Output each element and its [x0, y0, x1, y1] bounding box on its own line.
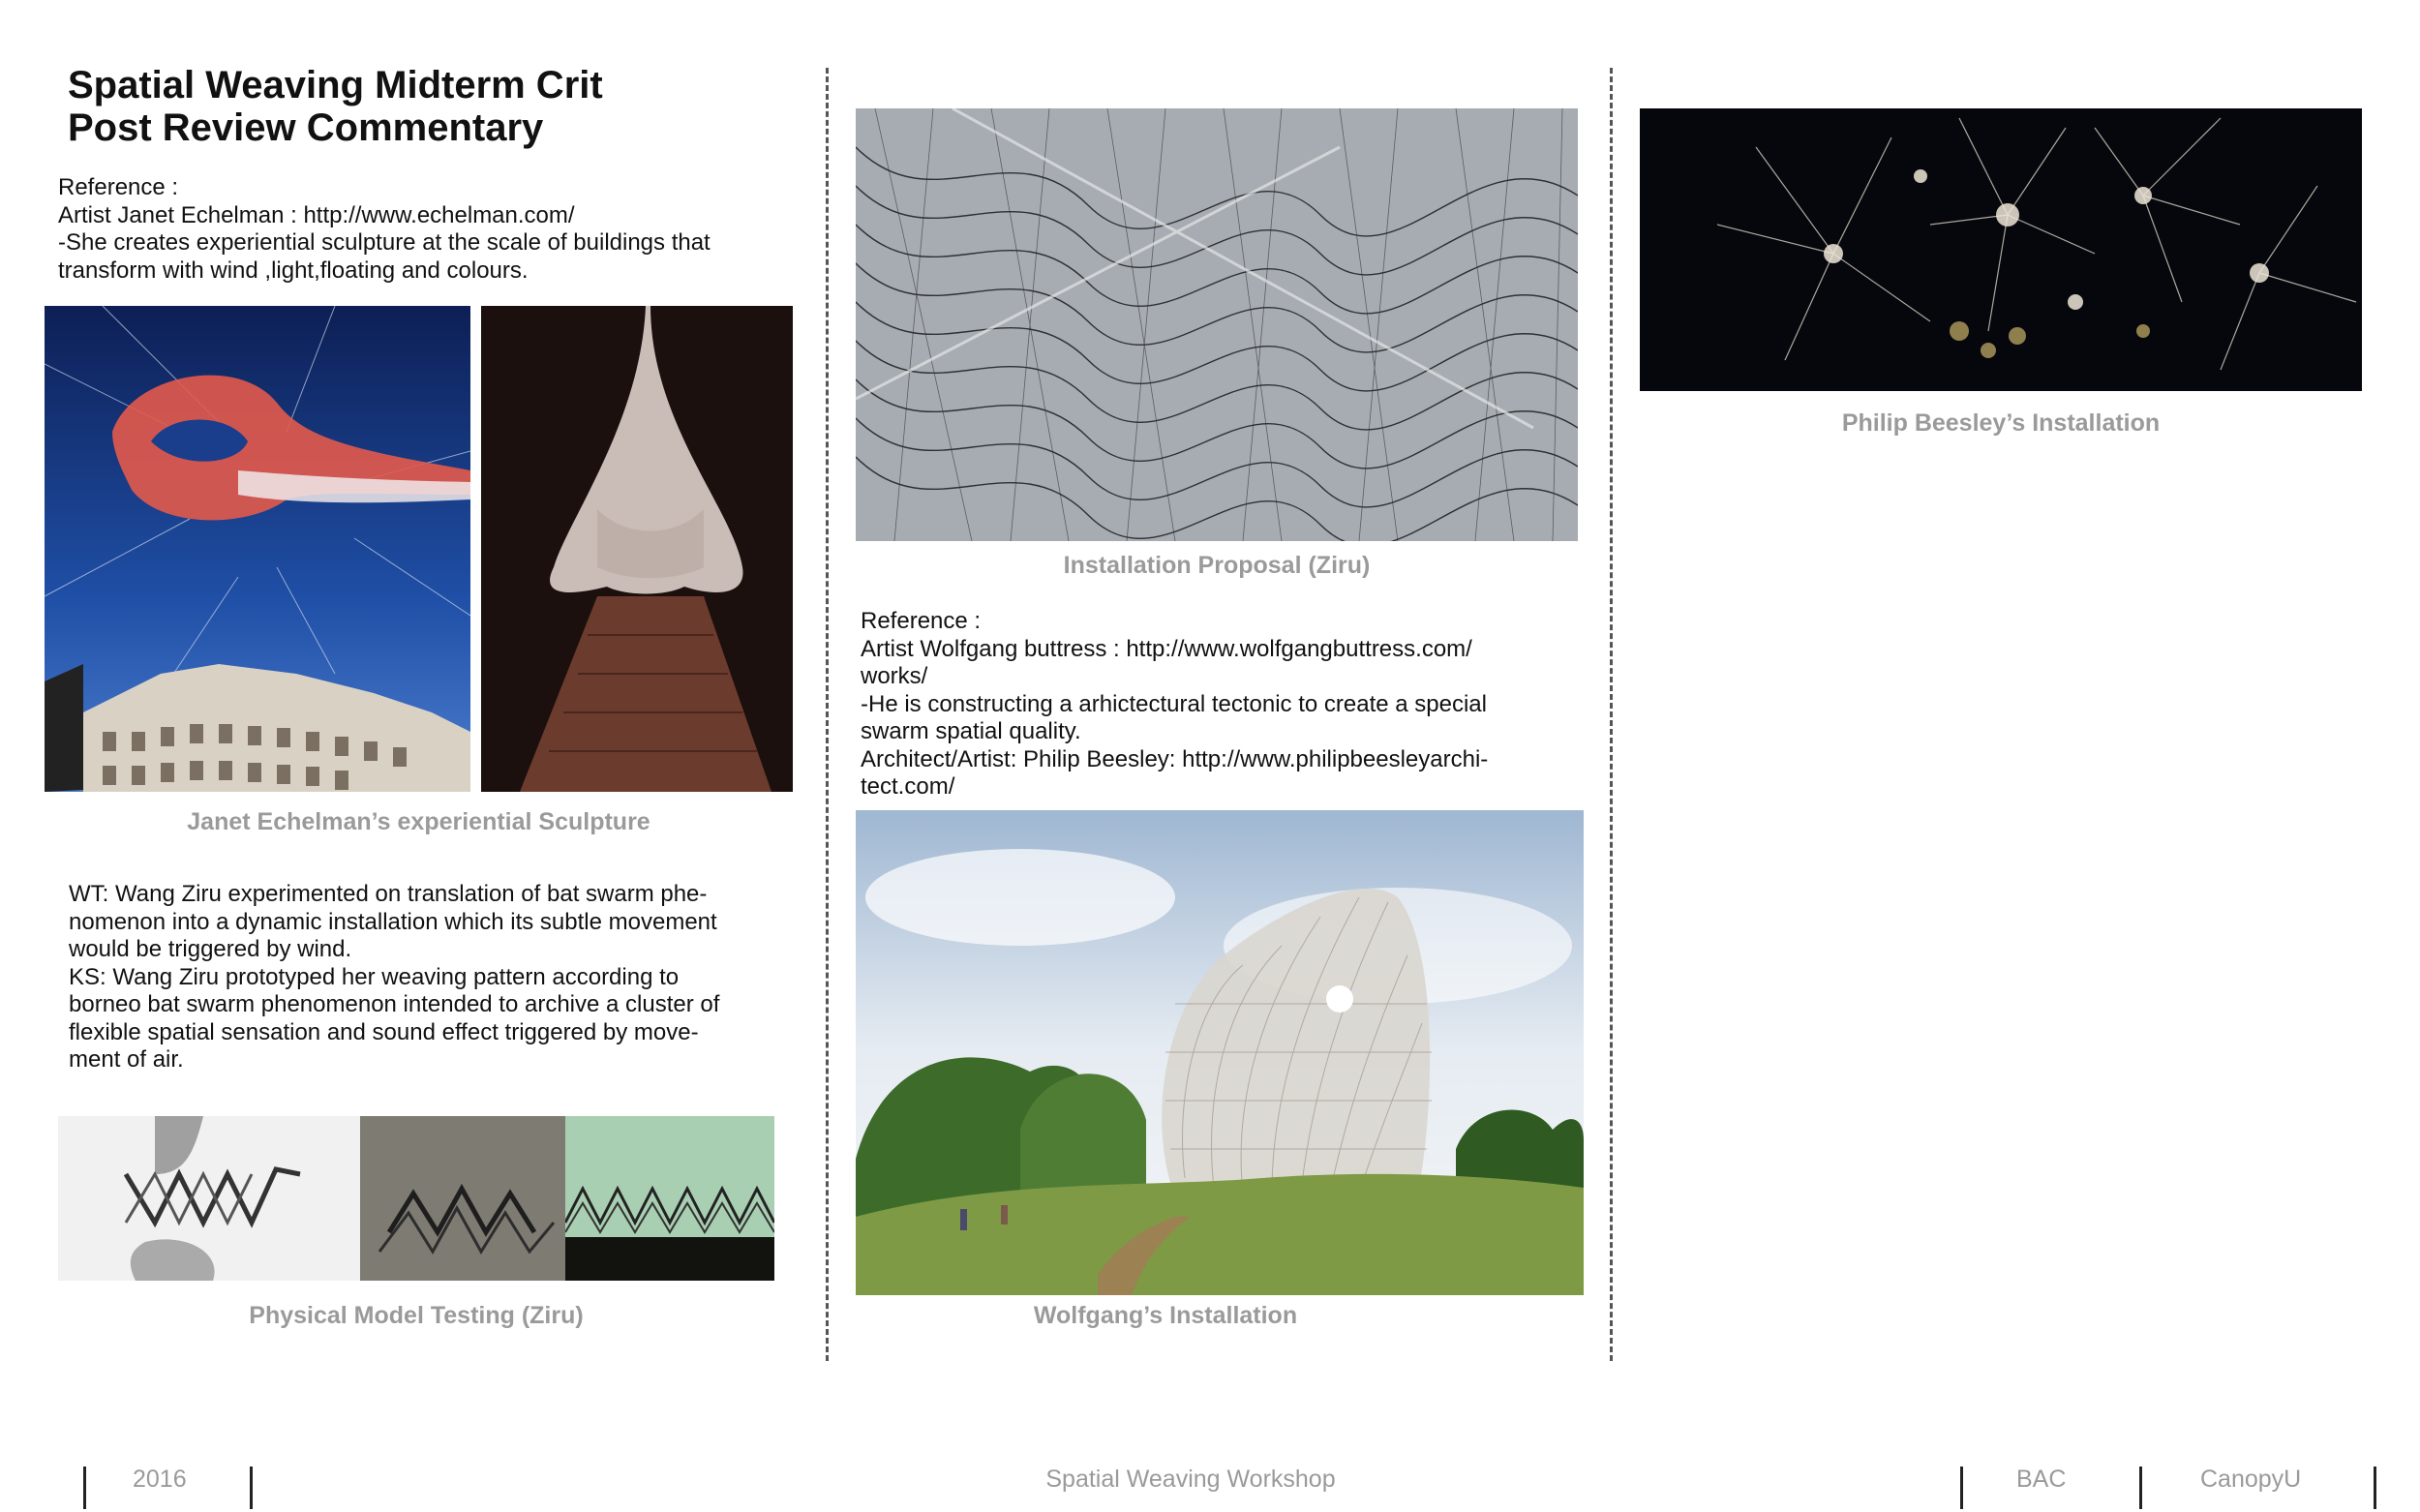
caption-installation-proposal: Installation Proposal (Ziru) [1063, 552, 1371, 579]
reference-line: Artist Wolfgang buttress : http://www.wolfgangbuttress.com/ [861, 635, 1472, 662]
review-commentary-text [69, 881, 824, 1074]
echelman-hanging-sculpture-photo [481, 306, 793, 792]
reference-line: Reference : [861, 608, 982, 634]
reference-line: tect.com/ [861, 773, 955, 800]
model-test-photo-1 [58, 1116, 360, 1281]
caption-beesley: Philip Beesley’s Installation [1841, 409, 2161, 437]
model-test-photo-3 [565, 1116, 774, 1281]
reference-line: swarm spatial quality. [861, 718, 1081, 744]
model-test-photo-2 [360, 1116, 565, 1281]
footer-divider [2139, 1467, 2142, 1509]
footer-divider [1960, 1467, 1963, 1509]
caption-physical-model: Physical Model Testing (Ziru) [249, 1302, 584, 1329]
page-title-line-1: Spatial Weaving Midterm Crit [68, 64, 603, 106]
wolfgang-beesley-reference-text [861, 608, 1596, 801]
footer-brand: CanopyU [2200, 1466, 2302, 1493]
commentary-line: borneo bat swarm phenomenon intended to archive a cluster of [69, 991, 720, 1017]
reference-line: Architect/Artist: Philip Beesley: http://www.philipbeesleyarchi- [861, 745, 1489, 772]
footer-divider [250, 1467, 253, 1509]
commentary-line: ment of air. [69, 1046, 184, 1073]
page-title [68, 64, 603, 149]
reference-line: Artist Janet Echelman : http://www.echelman.com/ [58, 201, 575, 228]
reference-line: -She creates experiential sculpture at the scale of buildings that [58, 229, 711, 256]
commentary-line: would be triggered by wind. [69, 936, 352, 962]
echelman-sky-sculpture-photo [45, 306, 470, 792]
footer-org: BAC [2016, 1466, 2067, 1493]
commentary-line: WT: Wang Ziru experimented on translation of bat swarm phe- [69, 881, 708, 907]
footer-divider [2374, 1467, 2376, 1509]
footer-workshop-title: Spatial Weaving Workshop [1045, 1466, 1336, 1493]
reference-line: -He is constructing a arhictectural tectonic to create a special [861, 690, 1487, 717]
caption-wolfgang: Wolfgang’s Installation [1033, 1302, 1298, 1329]
reference-line: Reference : [58, 174, 179, 200]
reference-line: transform with wind ,light,floating and colours. [58, 257, 529, 284]
echelman-reference-text [58, 174, 813, 285]
caption-echelman: Janet Echelman’s experiential Sculpture [187, 808, 650, 835]
footer-year: 2016 [133, 1466, 187, 1493]
commentary-line: nomenon into a dynamic installation which its subtle movement [69, 908, 717, 935]
commentary-line: KS: Wang Ziru prototyped her weaving pattern according to [69, 963, 680, 990]
beesley-installation-photo [1640, 108, 2362, 391]
page-title-line-2: Post Review Commentary [68, 106, 544, 149]
wolfgang-installation-photo [856, 810, 1584, 1295]
commentary-line: flexible spatial sensation and sound effect triggered by move- [69, 1018, 699, 1045]
column-divider-2 [1610, 68, 1613, 1361]
column-divider-1 [826, 68, 829, 1361]
footer-divider [83, 1467, 86, 1509]
installation-proposal-render [856, 108, 1578, 541]
reference-line: works/ [861, 663, 928, 689]
